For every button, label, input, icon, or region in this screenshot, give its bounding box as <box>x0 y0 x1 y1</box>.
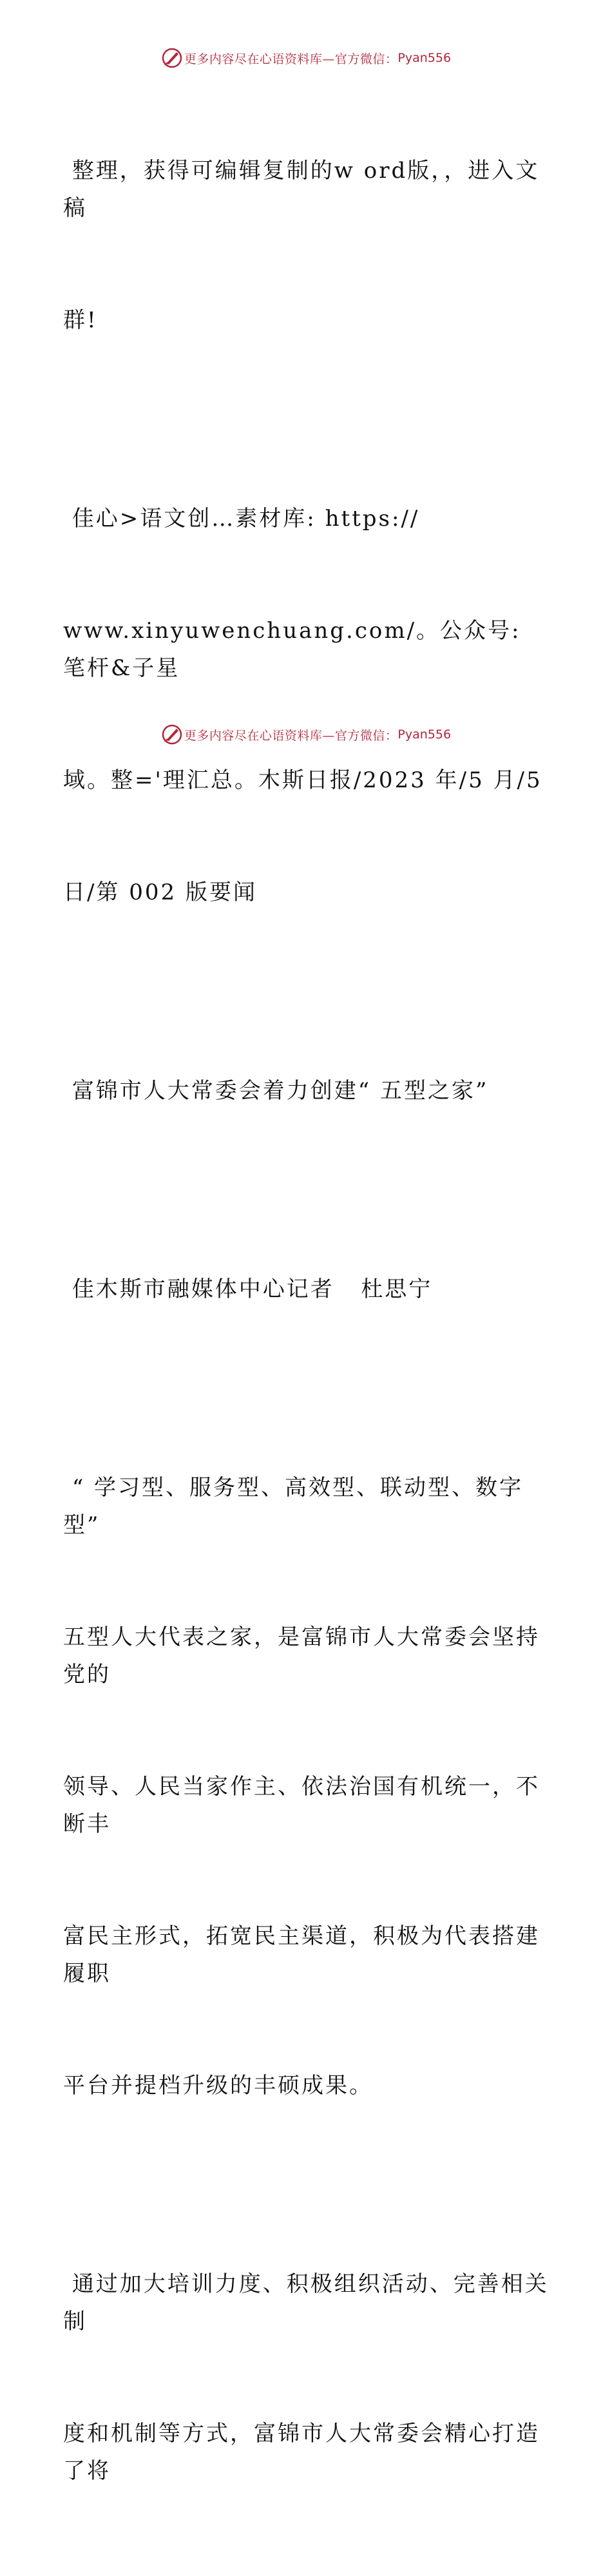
text-line: www.xinyuwenchuang.com/。公众号: 笔杆&子星 <box>63 618 530 681</box>
text-line: 富民主形式，拓宽民主渠道，积极为代表搭建履职 <box>63 1923 540 1986</box>
banner-text: 更多内容尽在心语资料库—官方微信： <box>184 52 398 66</box>
paragraph <box>63 1394 553 2179</box>
banner-wechat-id: Pyan556 <box>397 51 452 65</box>
paragraph <box>63 77 553 414</box>
text-line: 富锦市人大常委会着力创建“ 五型之家” <box>63 1078 489 1104</box>
footer-banner <box>0 722 612 747</box>
banner-wechat-id: Pyan556 <box>397 727 452 742</box>
byline <box>63 1196 553 1383</box>
text-line: 度和机制等方式，富锦市人大常委会精心打造了将 <box>63 2421 540 2484</box>
paragraph <box>63 2191 553 2564</box>
document-body <box>63 77 553 2576</box>
paragraph <box>63 425 553 986</box>
text-line: “ 学习型、服务型、高效型、联动型、数字型” <box>63 1475 524 1538</box>
header-banner <box>0 45 612 71</box>
text-line: 平台并提档升级的丰硕成果。 <box>63 2073 373 2099</box>
article-title <box>63 997 553 1184</box>
text-line: 五型人大代表之家，是富锦市人大常委会坚持党的 <box>63 1624 540 1687</box>
text-line: 佳心>语文创…素材库: https:// <box>63 506 420 532</box>
text-line: 佳木斯市融媒体中心记者 杜思宁 <box>63 1276 433 1302</box>
text-line: 领导、人民当家作主、依法治国有机统一，不断丰 <box>63 1774 540 1837</box>
banner-text: 更多内容尽在心语资料库—官方微信： <box>184 728 398 743</box>
text-line: 域。整='理汇总。木斯日报/2023 年/5 月/5 <box>63 767 542 793</box>
text-line: 整理，获得可编辑复制的w ord版，，进入文稿 <box>63 158 540 221</box>
text-line: 通过加大培训力度、积极组织活动、完善相关制 <box>63 2271 549 2334</box>
quill-logo-icon <box>161 724 183 745</box>
text-line: 群! <box>63 307 98 333</box>
quill-logo-icon <box>161 47 183 69</box>
text-line: 日/第 002 版要闻 <box>63 879 257 905</box>
